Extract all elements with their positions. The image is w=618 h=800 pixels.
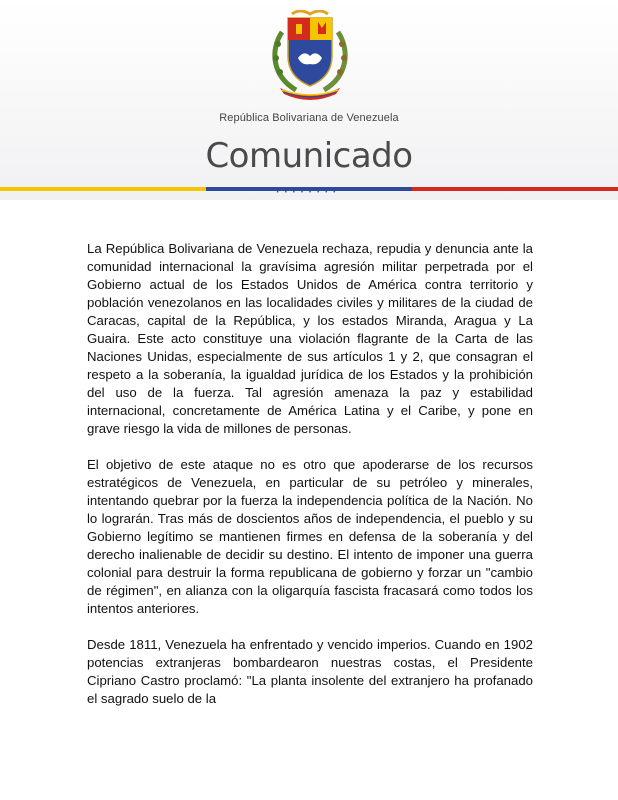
paragraph: Desde 1811, Venezuela ha enfrentado y vencido imperios. Cuando en 1902 potencias extranjeras bombardearon nuestras costas, el Presidente Cipriano Castro proclamó: "La planta insolente del extranjero ha profanado el sagrado suelo de la: [87, 637, 533, 706]
header-banner: [0, 0, 618, 200]
page-title: Comunicado: [205, 136, 413, 176]
paragraph: El objetivo de este ataque no es otro que apoderarse de los recursos estratégicos de Venezuela, en particular de su petróleo y minerales, intentando quebrar por la fuerza la independencia política de la Nación. No lo lograrán. Tras más de doscientos años de independencia, el pueblo y su Gobierno legítimo se mantienen firmes en defensa de la soberanía y del derecho inalienable de decidir su destino. El intento de imponer una guerra colonial para destruir la forma republicana de gobierno y forzar un "cambio de régimen", en alianza con la oligarquía fascista fracasará como todos los intentos anteriores.: [87, 457, 533, 616]
stars-row: ••••••••: [276, 190, 342, 196]
communique-body: [87, 240, 533, 726]
republic-name: República Bolivariana de Venezuela: [219, 112, 399, 124]
paragraph: La República Bolivariana de Venezuela rechaza, repudia y denuncia ante la comunidad internacional la gravísima agresión militar perpetrada por el Gobierno actual de los Estados Unidos de América contra territorio y población venezolanos en las localidades civiles y militares de la ciudad de Caracas, capital de la República, y los estados Miranda, Aragua y La Guaira. Este acto constituye una violación flagrante de la Carta de las Naciones Unidas, especialmente de sus artículos 1 y 2, que consagran el respeto a la soberanía, la igualdad jurídica de los Estados y la prohibición del uso de la fuerza. Tal agresión amenaza la paz y estabilidad internacional, concretamente de América Latina y el Caribe, y pone en grave riesgo la vida de millones de personas.: [87, 241, 533, 436]
coat-of-arms-icon: [262, 10, 358, 102]
